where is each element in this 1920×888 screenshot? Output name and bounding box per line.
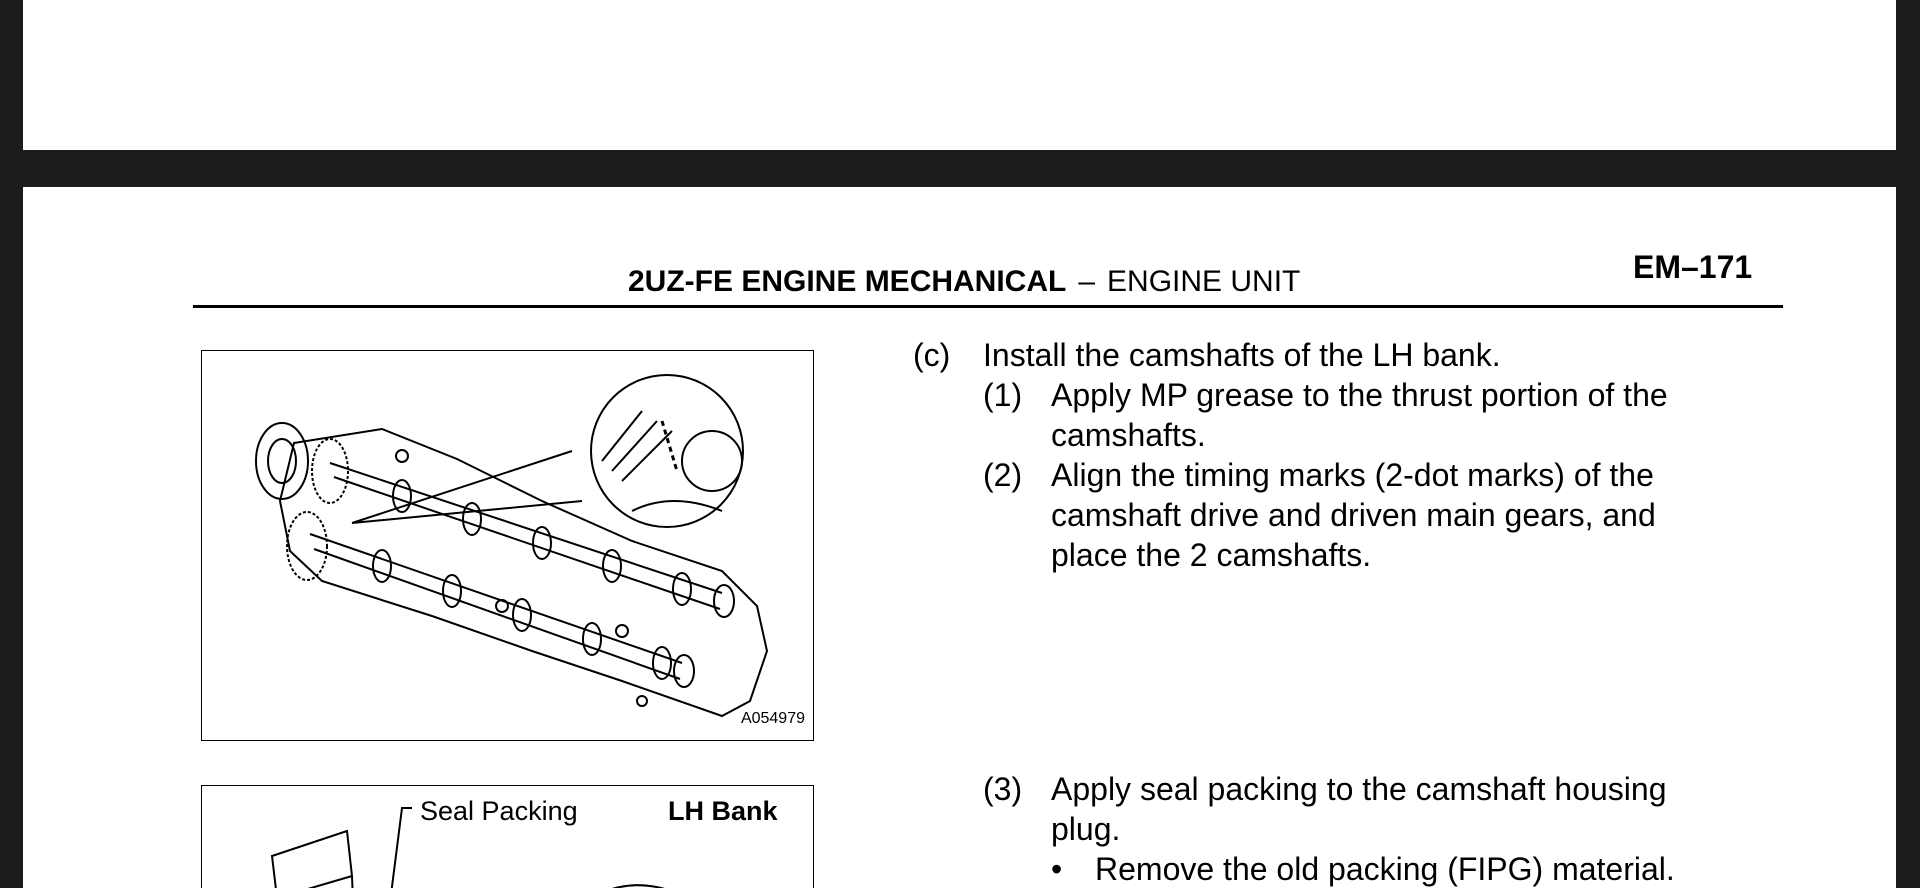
- section-title-dash: –: [1078, 265, 1096, 298]
- camshaft-drawing: [202, 351, 813, 740]
- step-3-number: (3): [983, 771, 1023, 807]
- seal-packing-illustration: [201, 785, 814, 888]
- lh-bank-label: LH Bank: [668, 796, 778, 826]
- bullet-marker: •: [1051, 851, 1063, 887]
- figure-code: A054979: [740, 710, 805, 727]
- step-c-number: (c): [913, 337, 951, 373]
- step-2-line-3: place the 2 camshafts.: [1051, 537, 1372, 573]
- step-1-line-2: camshafts.: [1051, 417, 1206, 453]
- step-1-number: (1): [983, 377, 1023, 413]
- camshaft-illustration: [201, 350, 814, 741]
- section-title: [628, 265, 1300, 299]
- seal-packing-label: Seal Packing: [420, 796, 578, 826]
- section-title-rest: ENGINE UNIT: [1107, 265, 1301, 298]
- step-1-line-1: Apply MP grease to the thrust portion of the: [1051, 377, 1668, 413]
- page-number: EM–171: [1633, 249, 1753, 285]
- seal-leader-line: [387, 808, 412, 888]
- step-2-line-2: camshaft drive and driven main gears, and: [1051, 497, 1656, 533]
- step-3-line-2: plug.: [1051, 811, 1121, 847]
- document-page: [23, 187, 1896, 888]
- step-2-number: (2): [983, 457, 1023, 493]
- step-3-line-1: Apply seal packing to the camshaft housing: [1051, 771, 1667, 807]
- previous-page-bottom: [23, 0, 1896, 150]
- step-3-bullet-text: Remove the old packing (FIPG) material.: [1095, 851, 1675, 887]
- header-rule: [193, 305, 1783, 308]
- step-c-text: Install the camshafts of the LH bank.: [983, 337, 1501, 373]
- section-title-bold: 2UZ-FE ENGINE MECHANICAL: [628, 265, 1067, 298]
- step-2-line-1: Align the timing marks (2-dot marks) of the: [1051, 457, 1654, 493]
